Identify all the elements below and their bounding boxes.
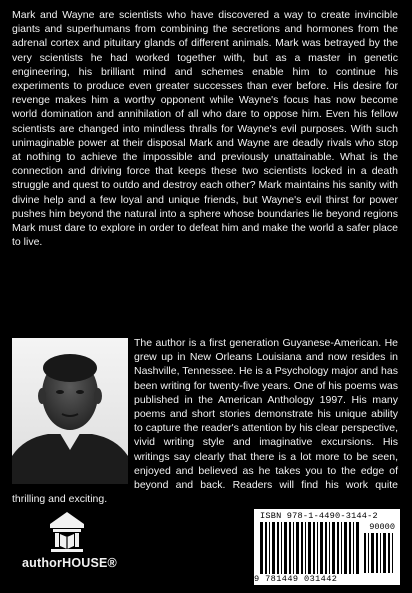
- barcode-bar: [364, 533, 366, 573]
- barcode-bar: [344, 522, 347, 574]
- barcode-bar: [383, 533, 386, 573]
- barcode-bar: [329, 522, 330, 574]
- barcode-bar: [356, 522, 359, 574]
- author-bio: The author is a first generation Guyanese-American. He grew up in New Orleans Louisiana and now resides in Nashville, Tennessee. He is a Psychology major and has been writing for twenty-five years. One of his poems was published in the American Anthology 1997. His many poems and short stories demonstrate his unique ability to capture the reader's attention by his clear perspective, vivid writing style and imaginative excursions. His writings say clearly that there is a lot more to be seen, enjoyed and believed as he takes you to the edge of beyond and back. Readers will find his work quite thrilling and exciting.: [12, 337, 398, 506]
- barcode-bar: [341, 522, 342, 574]
- barcode-bar: [368, 533, 369, 573]
- barcode-bar: [349, 522, 351, 574]
- isbn-barcode: [254, 509, 400, 585]
- price-code: 90000: [369, 522, 395, 532]
- barcode-bar: [313, 522, 315, 574]
- barcode-bar: [325, 522, 327, 574]
- barcode-bar: [293, 522, 294, 574]
- back-cover-blurb: Mark and Wayne are scientists who have discovered a way to create invincible giants and superhumans from combining the secretions and hormones from the adrenal cortex and pituitary glands of different animals. Mark was betrayed by the very scientists he had worked together with, but as a master in genetic engineering, his brilliant mind and schemes enable him to continue his experiments to produce even greater successes than ever before. His desire for revenge makes him a worthy opponent while Wayne's focus has now become world domination and annihilation of all who dare to oppose him. Even his fellow scientists are changed into mindless thralls for Wayne's evil purposes. With such unimaginable power at their disposal Mark and Wayne are deadly rivals who stop at nothing to achieve the impossible and previously unattainable. What is the connection and driving force that keeps these two scientists locked in a death struggle and quest to outdo and destroy each other? Mark maintains his sanity with divine help and a few loyal and unique friends, but Wayne's evil thirst for power pushes him beyond the natural into a sphere whose boundaries lie beyond regions Mark must dare to explore in order to defeat him and make the world a safer place to live.: [12, 9, 398, 249]
- barcode-bar: [284, 522, 287, 574]
- barcode-bar: [289, 522, 291, 574]
- publisher-logo: [22, 510, 117, 570]
- barcode-bar: [260, 522, 263, 574]
- barcode-bar: [332, 522, 335, 574]
- barcode-bar: [305, 522, 306, 574]
- barcode-bar: [376, 533, 378, 573]
- house-book-logo-icon: [47, 510, 87, 554]
- price-barcode-bars: [362, 533, 396, 573]
- barcode-bar: [388, 533, 390, 573]
- barcode-bar: [380, 533, 381, 573]
- barcode-bar: [272, 522, 275, 574]
- publisher-name: authorHOUSE®: [22, 556, 117, 570]
- barcode-bar: [301, 522, 303, 574]
- barcode-bar: [296, 522, 299, 574]
- barcode-bar: [392, 533, 393, 573]
- ean-digits: 9 781449 031442: [254, 574, 338, 584]
- barcode-bar: [265, 522, 267, 574]
- barcode-bar: [320, 522, 323, 574]
- barcode-bar: [353, 522, 354, 574]
- barcode-bar: [308, 522, 311, 574]
- barcode-bars: [258, 522, 362, 574]
- isbn-number: ISBN 978-1-4490-3144-2: [260, 511, 378, 521]
- barcode-bar: [269, 522, 270, 574]
- barcode-bar: [371, 533, 374, 573]
- barcode-bar: [277, 522, 279, 574]
- barcode-bar: [337, 522, 339, 574]
- barcode-bar: [281, 522, 282, 574]
- barcode-bar: [317, 522, 318, 574]
